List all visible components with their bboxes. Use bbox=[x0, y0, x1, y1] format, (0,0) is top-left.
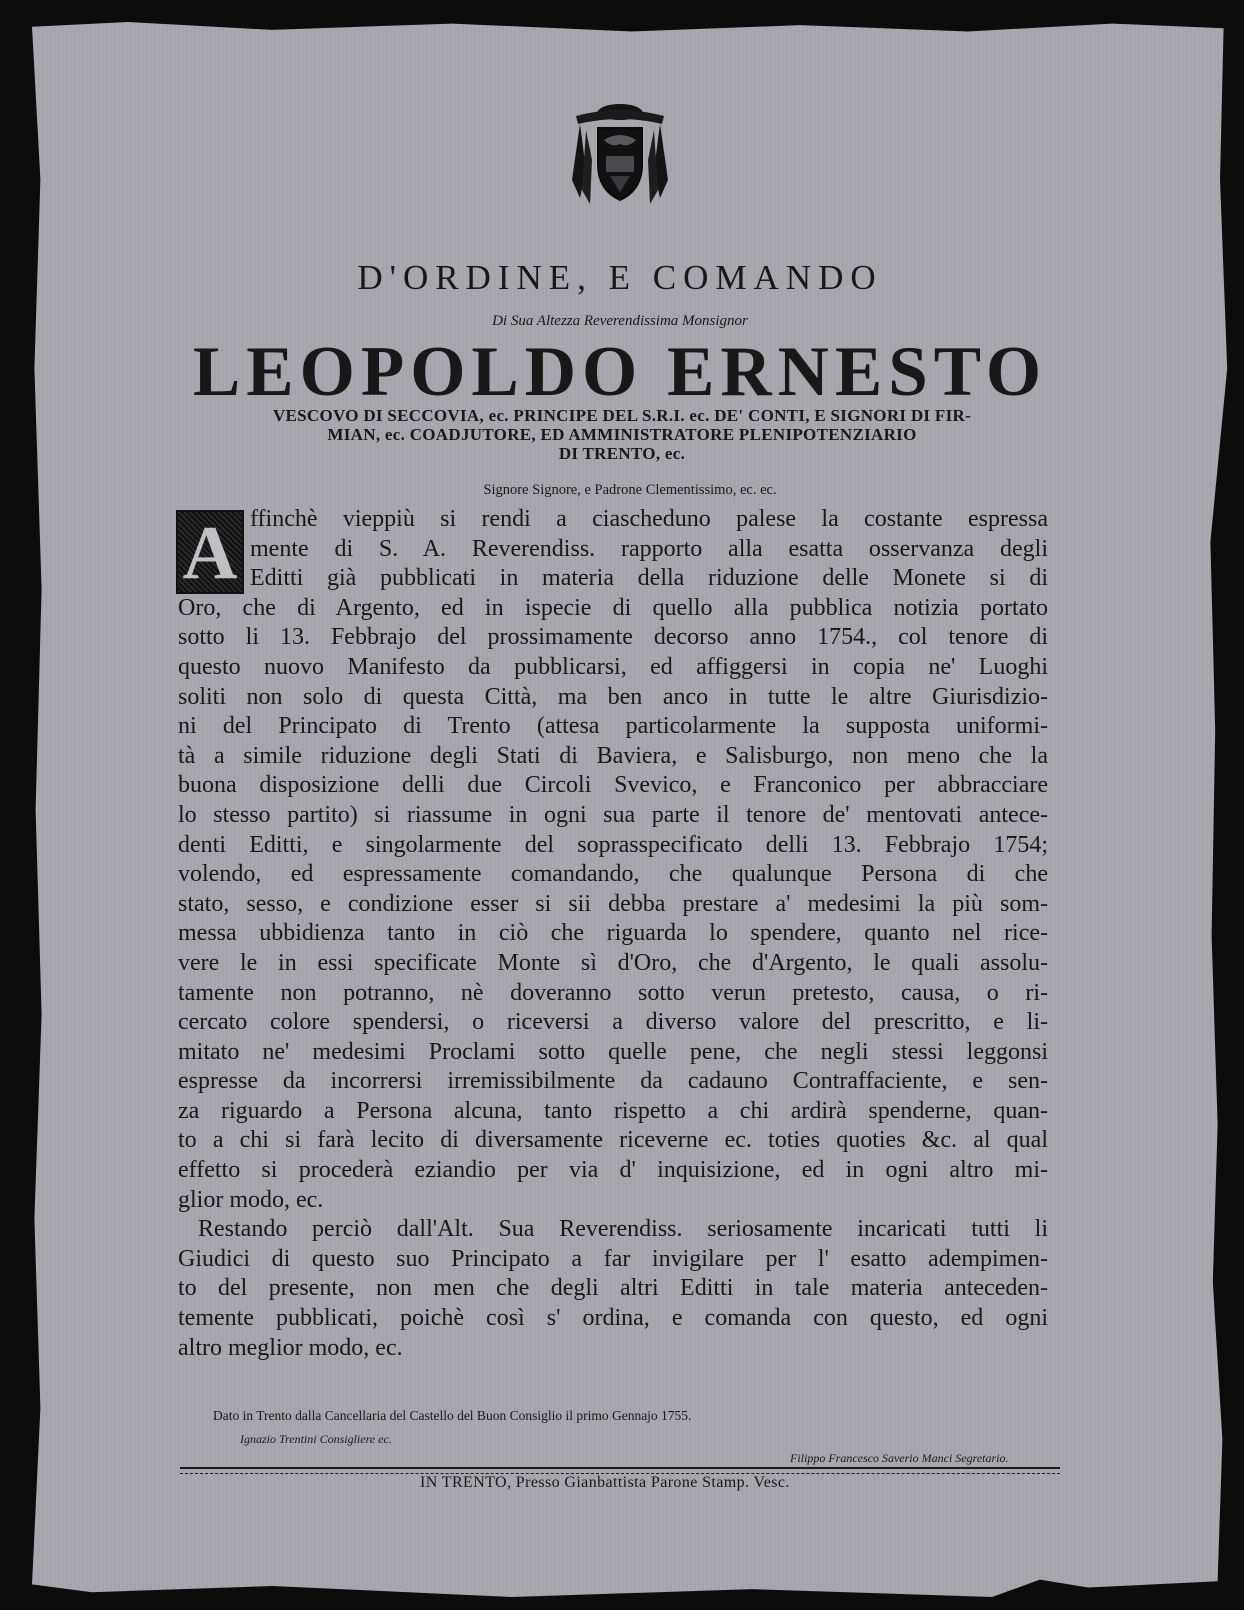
order-heading: D'ORDINE, E COMANDO bbox=[357, 258, 883, 297]
body-line: temente pubblicati, poichè così s' ordina, e comanda con questo, ed ogni bbox=[178, 1305, 1048, 1332]
bishop-coat-of-arms-icon bbox=[566, 100, 674, 208]
body-line: effetto si procederà eziandio per via d' inquisizione, ed in ogni altro mi- bbox=[178, 1157, 1048, 1184]
body-line: cercato colore spendersi, o riceversi a diverso valore del prescritto, e li- bbox=[178, 1009, 1048, 1036]
body-line: tamente non potranno, nè doveranno sotto verun pretesto, causa, o ri- bbox=[178, 979, 1048, 1006]
body-line: ni del Principato di Trento (attesa particolarmente la supposta uniformi- bbox=[178, 713, 1048, 740]
body-line: Giudici di questo suo Principato a far invigilare per l' esatto adempimen- bbox=[178, 1245, 1048, 1272]
body-line: volendo, ed espressamente comandando, che qualunque Persona di che bbox=[178, 861, 1048, 888]
bishop-name: LEOPOLDO ERNESTO bbox=[192, 333, 1048, 411]
titles-line: DI TRENTO, ec. bbox=[558, 444, 686, 463]
body-line: stato, sesso, e condizione esser si sii debba prestare a' medesimi la più som- bbox=[178, 890, 1048, 917]
body-line: tà a simile riduzione degli Stati di Baviera, e Salisburgo, non meno che la bbox=[178, 742, 1048, 769]
titles-line: MIAN, ec. COADJUTORE, ED AMMINISTRATORE PLENIPOTENZIARIO bbox=[327, 425, 917, 444]
date-line: Dato in Trento dalla Cancellaria del Castello del Buon Consiglio il primo Gennajo 1755. bbox=[213, 1408, 692, 1423]
body-line: Oro, che di Argento, ed in ispecie di quello alla pubblica notizia portato bbox=[178, 594, 1048, 621]
body-line: ffinchè vieppiù si rendi a ciascheduno palese la costante espressa bbox=[250, 506, 1048, 532]
proclamation-body bbox=[178, 505, 1048, 1363]
printer-imprint: IN TRENTO, Presso Gianbattista Parone Stamp. Vesc. bbox=[420, 1474, 790, 1491]
drop-cap-initial: A bbox=[176, 510, 244, 594]
body-line: soliti non solo di questa Città, ma ben anco in tutte le altre Giurisdizio- bbox=[178, 683, 1048, 710]
body-line: za riguardo a Persona alcuna, tanto rispetto a chi ardirà spenderne, quan- bbox=[178, 1097, 1048, 1124]
body-line: to del presente, non men che degli altri Editti in tale materia anteceden- bbox=[178, 1275, 1048, 1302]
body-line: lo stesso partito) si riassume in ogni sua parte il tenore de' mentovati antece- bbox=[178, 801, 1048, 828]
body-line: mitato ne' medesimi Proclami sotto quelle pene, che negli stessi leggonsi bbox=[178, 1038, 1048, 1065]
body-line: to a chi si farà lecito di diversamente riceverne ec. toties quoties &c. al qual bbox=[178, 1127, 1048, 1154]
body-line: vere le in essi specificate Monte sì d'Oro, che d'Argento, le quali assolu- bbox=[178, 949, 1048, 976]
signore-line: Signore Signore, e Padrone Clementissimo, ec. ec. bbox=[483, 482, 777, 498]
body-line: glior modo, ec. bbox=[178, 1186, 324, 1213]
bishop-titles bbox=[178, 406, 1066, 463]
titles-line: VESCOVO DI SECCOVIA, ec. PRINCIPE DEL S.R.I. ec. DE' CONTI, E SIGNORI DI FIR- bbox=[272, 406, 972, 425]
body-line: Editti già pubblicati in materia della riduzione delle Monete si di bbox=[250, 565, 1048, 592]
body-line: denti Editti, e singolarmente del soprasspecificato delli 13. Febbrajo 1754; bbox=[178, 831, 1048, 858]
body-line: altro meglior modo, ec. bbox=[178, 1334, 403, 1361]
body-line: questo nuovo Manifesto da pubblicarsi, ed affiggersi in copia ne' Luoghi bbox=[178, 653, 1048, 680]
signature-segretario: Filippo Francesco Saverio Manci Segretario. bbox=[790, 1451, 1009, 1465]
body-line: mente di S. A. Reverendiss. rapporto alla esatta osservanza degli bbox=[250, 535, 1048, 562]
body-line: messa ubbidienza tanto in ciò che riguarda lo spendere, quanto nel rice- bbox=[178, 920, 1048, 947]
body-line: espresse da incorrersi irremissibilmente da cadauno Contraffaciente, e sen- bbox=[178, 1068, 1048, 1095]
body-line: Restando perciò dall'Alt. Sua Reverendiss. seriosamente incaricati tutti li bbox=[198, 1216, 1048, 1243]
signature-consigliere: Ignazio Trentini Consigliere ec. bbox=[240, 1432, 392, 1446]
body-line: buona disposizione delli due Circoli Svevico, e Franconico per abbracciare bbox=[178, 772, 1048, 799]
altezza-line: Di Sua Altezza Reverendissima Monsignor bbox=[492, 313, 748, 329]
body-line: sotto li 13. Febbrajo del prossimamente decorso anno 1754., col tenore di bbox=[178, 624, 1048, 651]
divider-rule bbox=[180, 1467, 1060, 1474]
